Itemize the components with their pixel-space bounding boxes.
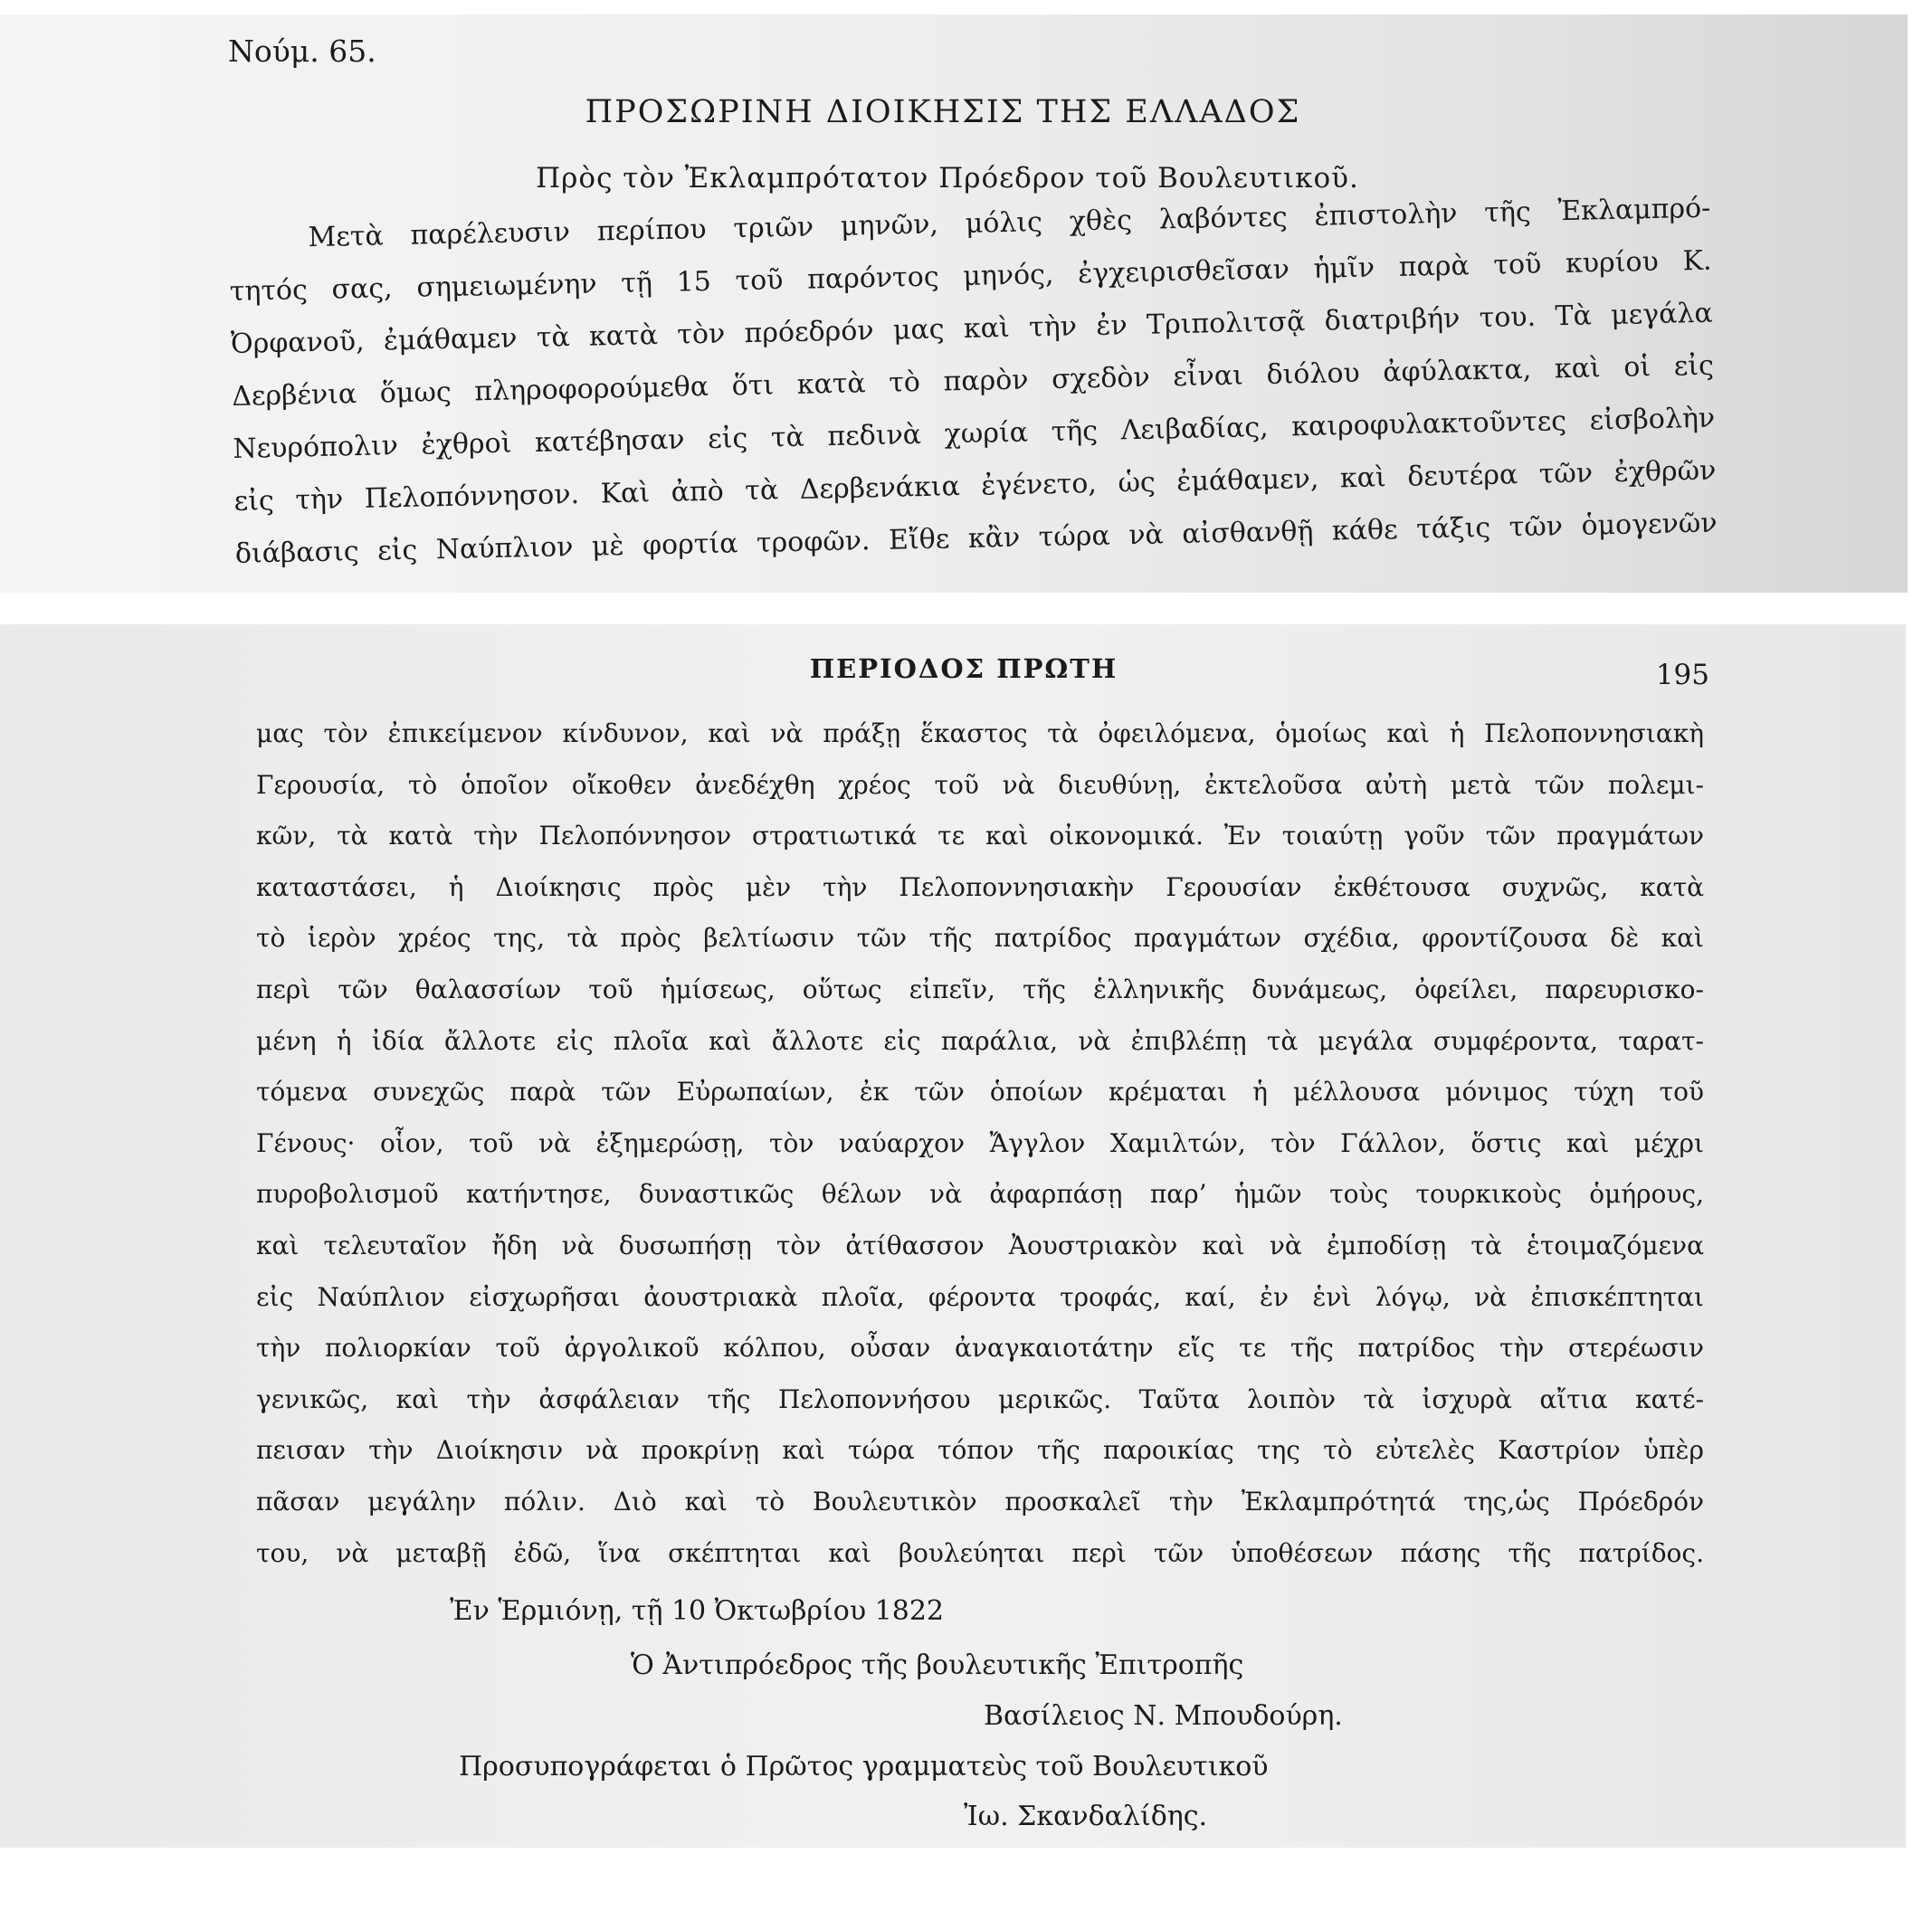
body-line: Ὀρφανοῦ, ἐμάθαμεν τὰ κατὰ τὸν πρόεδρόν μας καὶ τὴν ἐν Τριπολιτσᾷ διατριβήν του. Τὰ μεγάλα — [230, 297, 1714, 360]
body-line: τὸ ἱερὸν χρέος της, τὰ πρὸς βελτίωσιν τῶν τῆς πατρίδος πραγμάτων σχέδια, φροντίζουσα δὲ καὶ — [256, 923, 1704, 954]
running-head: ΠΕΡΙΟΔΟΣ ΠΡΩΤΗ — [809, 653, 1118, 684]
top-body-text — [228, 183, 1718, 581]
top-page-scan — [0, 14, 1908, 593]
body-line: τὴν πολιορκίαν τοῦ ἀργολικοῦ κόλπου, οὖσαν ἀναγκαιοτάτην εἴς τε τῆς πατρίδος τὴν στερέωσιν — [256, 1333, 1704, 1364]
page-number: 195 — [1655, 659, 1709, 691]
dateline: Ἐν Ἑρμιόνῃ, τῇ 10 Ὀκτωβρίου 1822 — [450, 1595, 944, 1627]
document-number: Νούμ. 65. — [228, 33, 376, 69]
signatory-name: Βασίλειος Ν. Μπουδούρη. — [984, 1700, 1343, 1732]
signatory-title: Ὁ Ἀντιπρόεδρος τῆς βουλευτικῆς Ἐπιτροπῆς — [631, 1650, 1244, 1681]
body-line: γενικῶς, καὶ τὴν ἀσφάλειαν τῆς Πελοποννήσου μερικῶς. Ταῦτα λοιπὸν τὰ ἰσχυρὰ αἴτια κατέ- — [256, 1383, 1704, 1414]
addressee-line: Πρὸς τὸν Ἐκλαμπρότατον Πρόεδρον τοῦ Βουλευτικοῦ. — [536, 162, 1359, 195]
body-line: διάβασις εἰς Ναύπλιον μὲ φορτία τροφῶν. Εἴθε κἂν τώρα νὰ αἰσθανθῇ κάθε τάξις τῶν ὁμογενῶν — [234, 507, 1718, 570]
body-line: περὶ τῶν θαλασσίων τοῦ ἡμίσεως, οὕτως εἰπεῖν, τῆς ἑλληνικῆς δυνάμεως, ὀφείλει, παρευρισκο- — [256, 974, 1704, 1004]
body-line: μένη ἡ ἰδία ἄλλοτε εἰς πλοῖα καὶ ἄλλοτε εἰς παράλια, νὰ ἐπιβλέπῃ τὰ μεγάλα συμφέροντα, ταρατ- — [256, 1025, 1704, 1056]
body-line: τητός σας, σημειωμένην τῇ 15 τοῦ παρόντος μηνός, ἐγχειρισθεῖσαν ἡμῖν παρὰ τοῦ κυρίου Κ. — [229, 244, 1712, 308]
body-line: τόμενα συνεχῶς παρὰ τῶν Εὐρωπαίων, ἐκ τῶν ὁποίων κρέμαται ἡ μέλλουσα μόνιμος τύχη τοῦ — [256, 1077, 1704, 1108]
body-line: Νευρόπολιν ἐχθροὶ κατέβησαν εἰς τὰ πεδινὰ χωρία τῆς Λειβαδίας, καιροφυλακτοῦντες εἰσβολὴν — [233, 402, 1716, 465]
countersign-note: Προσυπογράφεται ὁ Πρῶτος γραμματεὺς τοῦ Βουλευτικοῦ — [459, 1751, 1269, 1783]
body-line: κῶν, τὰ κατὰ τὴν Πελοπόννησον στρατιωτικά τε καὶ οἰκονομικά. Ἐν τοιαύτῃ γοῦν τῶν πραγμάτων — [256, 821, 1704, 851]
body-line: Μετὰ παρέλευσιν περίπου τριῶν μηνῶν, μόλις χθὲς λαβόντες ἐπιστολὴν τῆς Ἐκλαμπρό- — [308, 192, 1711, 254]
body-line: καταστάσει, ἡ Διοίκησις πρὸς μὲν τὴν Πελοποννησιακὴν Γερουσίαν ἐκθέτουσα συχνῶς, κατὰ — [256, 871, 1704, 902]
body-line: εἰς Ναύπλιον εἰσχωρῆσαι ἀουστριακὰ πλοῖα, φέροντα τροφάς, καί, ἐν ἑνὶ λόγῳ, νὰ ἐπισκέπτηται — [256, 1281, 1704, 1312]
document-title: ΠΡΟΣΩΡΙΝΗ ΔΙΟΙΚΗΣΙΣ ΤΗΣ ΕΛΛΑΔΟΣ — [585, 94, 1301, 130]
countersign-name: Ἰω. Σκανδαλίδης. — [964, 1801, 1208, 1832]
bottom-body-text — [256, 708, 1704, 1579]
body-line: μας τὸν ἐπικείμενον κίνδυνον, καὶ νὰ πράξῃ ἕκαστος τὰ ὀφειλόμενα, ὁμοίως καὶ ἡ Πελοποννησιακὴ — [256, 718, 1704, 748]
body-line: πυροβολισμοῦ κατήντησε, δυναστικῶς θέλων νὰ ἀφαρπάσῃ παρ’ ἡμῶν τοὺς τουρκικοὺς ὁμήρους, — [256, 1179, 1704, 1210]
body-line: Δερβένια ὅμως πληροφορούμεθα ὅτι κατὰ τὸ παρὸν σχεδὸν εἶναι διόλου ἀφύλακτα, καὶ οἱ εἰς — [231, 349, 1715, 413]
body-line: Γένους· οἷον, τοῦ νὰ ἐξημερώσῃ, τὸν ναύαρχον Ἄγγλον Χαμιλτών, τὸν Γάλλον, ὅστις καὶ μέχρι — [256, 1127, 1704, 1158]
body-line: καὶ τελευταῖον ἤδη νὰ δυσωπήσῃ τὸν ἀτίθασσον Ἀουστριακὸν καὶ νὰ ἐμποδίσῃ τὰ ἑτοιμαζόμενα — [256, 1230, 1704, 1260]
bottom-page-scan — [0, 624, 1906, 1848]
body-line: Γερουσία, τὸ ὁποῖον οἴκοθεν ἀνεδέχθη χρέος τοῦ νὰ διευθύνῃ, ἐκτελοῦσα αὐτὴ μετὰ τῶν πολεμι- — [256, 769, 1704, 800]
body-line: πεισαν τὴν Διοίκησιν νὰ προκρίνῃ καὶ τώρα τόπον τῆς παροικίας της τὸ εὐτελὲς Καστρίον ὑπὲρ — [256, 1435, 1704, 1466]
body-line: πᾶσαν μεγάλην πόλιν. Διὸ καὶ τὸ Βουλευτικὸν προσκαλεῖ τὴν Ἐκλαμπρότητά της,ὡς Πρόεδρόν — [256, 1486, 1704, 1516]
body-line: εἰς τὴν Πελοπόννησον. Καὶ ἀπὸ τὰ Δερβενάκια ἐγένετο, ὡς ἐμάθαμεν, καὶ δευτέρα τῶν ἐχθρῶν — [233, 454, 1717, 518]
body-line: του, νὰ μεταβῇ ἐδῶ, ἵνα σκέπτηται καὶ βουλεύηται περὶ τῶν ὑποθέσεων πάσης τῆς πατρίδος. — [256, 1537, 1704, 1568]
